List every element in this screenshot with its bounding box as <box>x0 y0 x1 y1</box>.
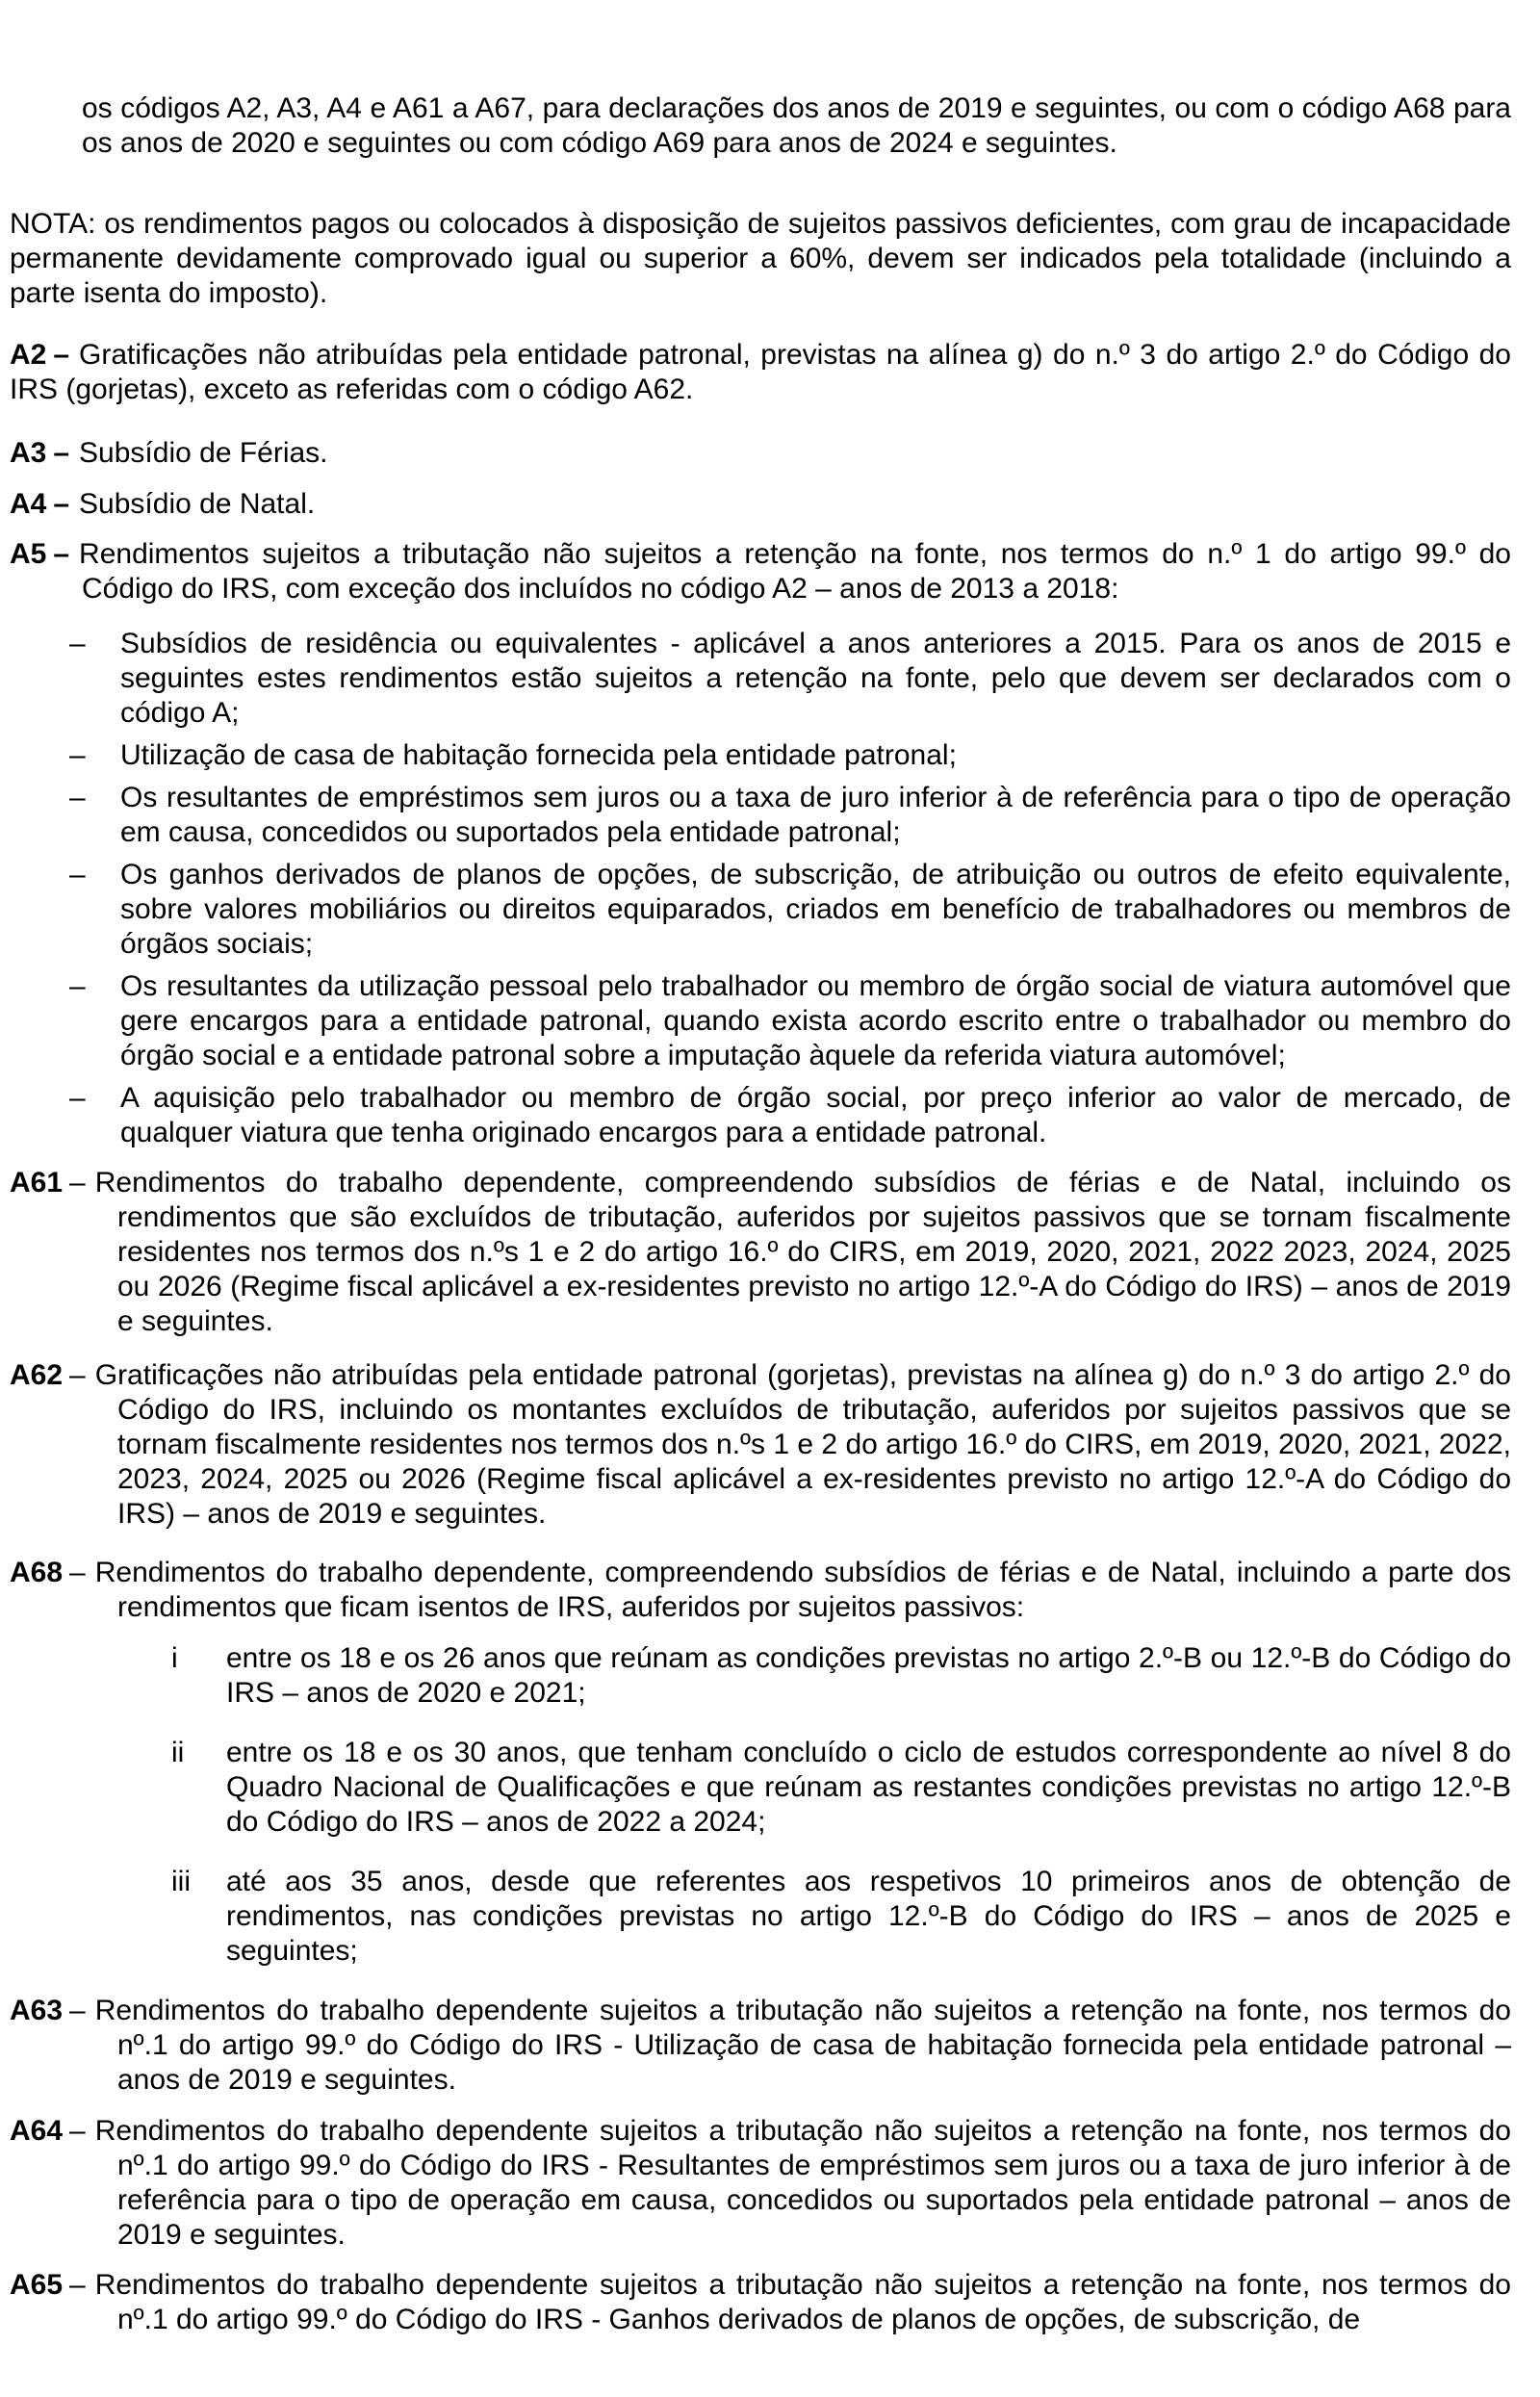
bullet-text: A aquisição pelo trabalhador ou membro de órgão social, por preço inferior ao valor de mercado, de qualquer viatura que tenha originado encargos para a entidade patronal. <box>120 1082 1511 1148</box>
code-item-a68 <box>10 1556 1511 1625</box>
bullet-dash-icon: – <box>69 782 86 813</box>
list-item-ii <box>171 1736 1511 1840</box>
code-text-a2: Gratificações não atribuídas pela entidade patronal, previstas na alínea g) do n.º 3 do artigo 2.º do Código do IRS (gorjetas), exceto as referidas com o código A62. <box>10 339 1511 405</box>
dash-separator: – <box>69 1359 86 1391</box>
list-item <box>69 781 1511 850</box>
intro-continuation-paragraph: os códigos A2, A3, A4 e A61 a A67, para declarações dos anos de 2019 e seguintes, ou com o código A68 para os anos de 2020 e seguintes ou com código A69 para anos de 2024 e seguintes. <box>82 92 1511 159</box>
dash-separator: – <box>53 488 70 520</box>
bullet-text: Os resultantes da utilização pessoal pelo trabalhador ou membro de órgão social de viatura automóvel que gere encargos para a entidade patronal, quando exista acordo escrito entre o trabalhador ou membro do órgão social e a entidade patronal sobre a imputação àquele da referida viatura automóvel; <box>120 970 1511 1071</box>
bullet-text: Os ganhos derivados de planos de opções, de subscrição, de atribuição ou outros de efeito equivalente, sobre valores mobiliários ou direitos equiparados, criados em benefício de trabalhadores ou membros de órgãos sociais; <box>120 859 1511 960</box>
code-item-a64 <box>10 2114 1511 2253</box>
dash-separator: – <box>69 1995 86 2026</box>
code-label-a62: A62 <box>10 1359 64 1391</box>
a68-subitem-list <box>171 1641 1511 1969</box>
a5-bullet-list <box>69 627 1511 1150</box>
roman-numeral: ii <box>171 1737 185 1768</box>
code-text-a5: Rendimentos sujeitos a tributação não sujeitos a retenção na fonte, nos termos do n.º 1 do artigo 99.º do Código do IRS, com exceção dos incluídos no código A2 – anos de 2013 a 2018: <box>79 538 1511 605</box>
code-label-a2: A2 <box>10 339 47 371</box>
bullet-text: Subsídios de residência ou equivalentes - aplicável a anos anteriores a 2015. Para os anos de 2015 e seguintes estes rendimentos estão sujeitos a retenção na fonte, pelo que devem ser declarados com o código A; <box>120 628 1511 729</box>
list-item <box>69 858 1511 962</box>
bullet-dash-icon: – <box>69 970 86 1002</box>
code-text-a64: Rendimentos do trabalho dependente sujeitos a tributação não sujeitos a retenção na fonte, nos termos do nº.1 do artigo 99.º do Código do IRS - Resultantes de empréstimos sem juros ou a taxa de juro inferior à de referência para o tipo de operação em causa, concedidos ou suportados pela entidade patronal – anos de 2019 e seguintes. <box>94 2115 1511 2251</box>
dash-separator: – <box>69 2115 86 2147</box>
list-item <box>69 738 1511 773</box>
list-item-iii <box>171 1865 1511 1969</box>
code-item-a3 <box>10 436 1511 471</box>
dash-separator: – <box>69 2269 86 2301</box>
bullet-dash-icon: – <box>69 859 86 890</box>
code-text-a62: Gratificações não atribuídas pela entidade patronal (gorjetas), previstas na alínea g) do n.º 3 do artigo 2.º do Código do IRS, incluindo os montantes excluídos de tributação, auferidos por sujeitos passivos que se tornam fiscalmente residentes nos termos dos n.ºs 1 e 2 do artigo 16.º do CIRS, em 2019, 2020, 2021, 2022, 2023, 2024, 2025 ou 2026 (Regime fiscal aplicável a ex-residentes previsto no artigo 12.º-A do Código do IRS) – anos de 2019 e seguintes. <box>94 1359 1511 1530</box>
bullet-dash-icon: – <box>69 1082 86 1114</box>
code-label-a64: A64 <box>10 2115 64 2147</box>
code-item-a62 <box>10 1358 1511 1532</box>
code-item-a5 <box>10 537 1511 606</box>
code-text-a3: Subsídio de Férias. <box>79 437 328 469</box>
code-item-a61 <box>10 1166 1511 1339</box>
subitem-text: entre os 18 e os 26 anos que reúnam as condições previstas no artigo 2.º-B ou 12.º-B do Código do IRS – anos de 2020 e 2021; <box>226 1642 1511 1709</box>
code-label-a65: A65 <box>10 2269 64 2301</box>
list-item <box>69 969 1511 1073</box>
bullet-text: Utilização de casa de habitação fornecida pela entidade patronal; <box>120 739 957 771</box>
code-text-a61: Rendimentos do trabalho dependente, compreendendo subsídios de férias e de Natal, incluindo os rendimentos que são excluídos de tributação, auferidos por sujeitos passivos que se tornam fiscalmente residentes nos termos dos n.ºs 1 e 2 do artigo 16.º do CIRS, em 2019, 2020, 2021, 2022 2023, 2024, 2025 ou 2026 (Regime fiscal aplicável a ex-residentes previsto no artigo 12.º-A do Código do IRS) – anos de 2019 e seguintes. <box>94 1167 1511 1337</box>
code-label-a5: A5 <box>10 538 47 570</box>
code-label-a68: A68 <box>10 1557 64 1588</box>
dash-separator: – <box>53 339 70 371</box>
list-item <box>69 627 1511 731</box>
subitem-text: entre os 18 e os 30 anos, que tenham concluído o ciclo de estudos correspondente ao nível 8 do Quadro Nacional de Qualificações e que reúnam as restantes condições previstas no artigo 12.º-B do Código do IRS – anos de 2022 a 2024; <box>226 1737 1511 1838</box>
roman-numeral: i <box>171 1642 178 1674</box>
nota-paragraph: NOTA: os rendimentos pagos ou colocados à disposição de sujeitos passivos deficientes, com grau de incapacidade permanente devidamente comprovado igual ou superior a 60%, devem ser indicados pela totalidade (incluindo a parte isenta do imposto). <box>10 208 1511 309</box>
list-item <box>69 1081 1511 1150</box>
bullet-text: Os resultantes de empréstimos sem juros ou a taxa de juro inferior à de referência para o tipo de operação em causa, concedidos ou suportados pela entidade patronal; <box>120 782 1511 848</box>
code-text-a4: Subsídio de Natal. <box>79 488 316 520</box>
code-text-a68: Rendimentos do trabalho dependente, compreendendo subsídios de férias e de Natal, incluindo a parte dos rendimentos que ficam isentos de IRS, auferidos por sujeitos passivos: <box>94 1557 1511 1623</box>
bullet-dash-icon: – <box>69 739 86 771</box>
code-item-a4 <box>10 487 1511 522</box>
subitem-text: até aos 35 anos, desde que referentes aos respetivos 10 primeiros anos de obtenção de rendimentos, nas condições previstas no artigo 12.º-B do Código do IRS – anos de 2025 e seguintes; <box>226 1866 1511 1967</box>
code-item-a63 <box>10 1994 1511 2098</box>
bullet-dash-icon: – <box>69 628 86 659</box>
dash-separator: – <box>69 1167 86 1198</box>
code-label-a3: A3 <box>10 437 47 469</box>
roman-numeral: iii <box>171 1866 191 1897</box>
dash-separator: – <box>69 1557 86 1588</box>
code-label-a4: A4 <box>10 488 47 520</box>
code-item-a65 <box>10 2268 1511 2337</box>
dash-separator: – <box>53 538 70 570</box>
dash-separator: – <box>53 437 70 469</box>
list-item-i <box>171 1641 1511 1711</box>
code-label-a61: A61 <box>10 1167 64 1198</box>
code-text-a63: Rendimentos do trabalho dependente sujeitos a tributação não sujeitos a retenção na fonte, nos termos do nº.1 do artigo 99.º do Código do IRS - Utilização de casa de habitação fornecida pela entidade patronal – anos de 2019 e seguintes. <box>94 1995 1511 2096</box>
code-label-a63: A63 <box>10 1995 64 2026</box>
code-item-a2 <box>10 338 1511 407</box>
code-text-a65: Rendimentos do trabalho dependente sujeitos a tributação não sujeitos a retenção na fonte, nos termos do nº.1 do artigo 99.º do Código do IRS - Ganhos derivados de planos de opções, de subscrição, de <box>94 2269 1511 2335</box>
